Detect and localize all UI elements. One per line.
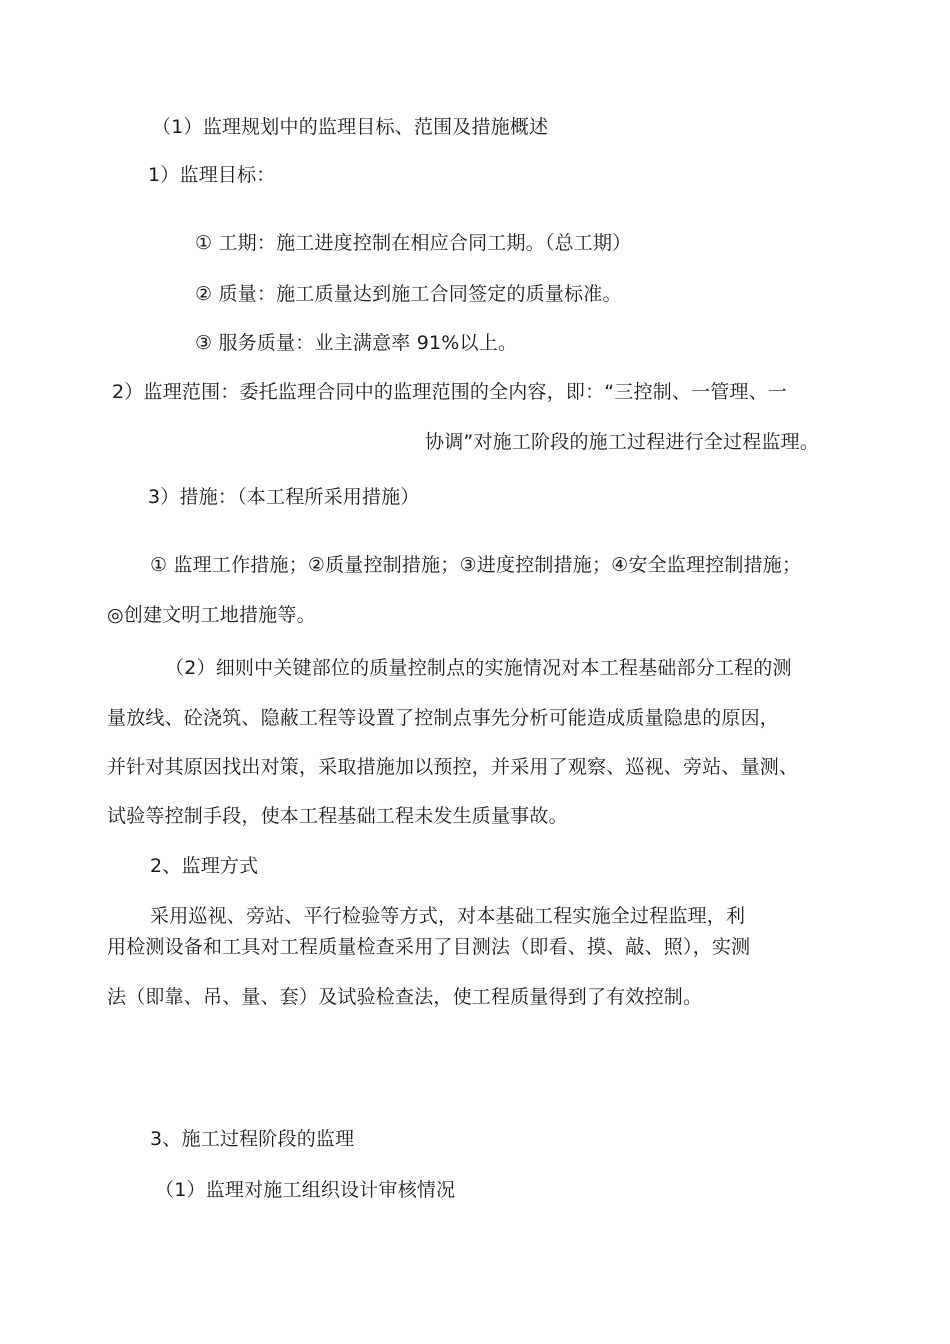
goal-item-quality: ② 质量：施工质量达到施工合同签定的质量标准。 bbox=[195, 283, 622, 305]
section-2-heading: 2、监理方式 bbox=[150, 855, 259, 877]
detail-line-2: 量放线、砼浇筑、隐蔽工程等设置了控制点事先分析可能造成质量隐患的原因， bbox=[107, 707, 780, 729]
measures-heading: 3）措施：（本工程所采用措施） bbox=[148, 486, 420, 508]
detail-line-3: 并针对其原因找出对策，采取措施加以预控，并采用了观察、巡视、旁站、量测、 bbox=[107, 756, 799, 778]
measures-line-2: ◎创建文明工地措施等。 bbox=[107, 604, 316, 626]
method-line-3: 法（即靠、吊、量、套）及试验检查法，使工程质量得到了有效控制。 bbox=[107, 986, 703, 1008]
detail-line-1: （2）细则中关键部位的质量控制点的实施情况对本工程基础部分工程的测 bbox=[165, 657, 792, 679]
subsection-heading-1: （1）监理规划中的监理目标、范围及措施概述 bbox=[152, 116, 549, 138]
goal-heading: 1）监理目标： bbox=[148, 164, 276, 186]
goal-item-schedule: ① 工期：施工进度控制在相应合同工期。（总工期） bbox=[195, 232, 632, 254]
method-line-1: 采用巡视、旁站、平行检验等方式，对本基础工程实施全过程监理，利 bbox=[150, 905, 746, 927]
section-3-heading: 3、施工过程阶段的监理 bbox=[150, 1128, 355, 1150]
section-3-subheading: （1）监理对施工组织设计审核情况 bbox=[155, 1179, 456, 1201]
method-line-2: 用检测设备和工具对工程质量检查采用了目测法（即看、摸、敲、照），实测 bbox=[107, 936, 751, 958]
scope-line-1: 2）监理范围：委托监理合同中的监理范围的全内容，即：“三控制、一管理、一 bbox=[112, 381, 788, 403]
detail-line-4: 试验等控制手段，使本工程基础工程未发生质量事故。 bbox=[107, 805, 568, 827]
goal-item-service: ③ 服务质量：业主满意率 91%以上。 bbox=[195, 332, 518, 354]
scope-line-2: 协调”对施工阶段的施工过程进行全过程监理。 bbox=[425, 431, 820, 453]
measures-line-1: ① 监理工作措施；②质量控制措施；③进度控制措施；④安全监理控制措施； bbox=[150, 554, 802, 576]
